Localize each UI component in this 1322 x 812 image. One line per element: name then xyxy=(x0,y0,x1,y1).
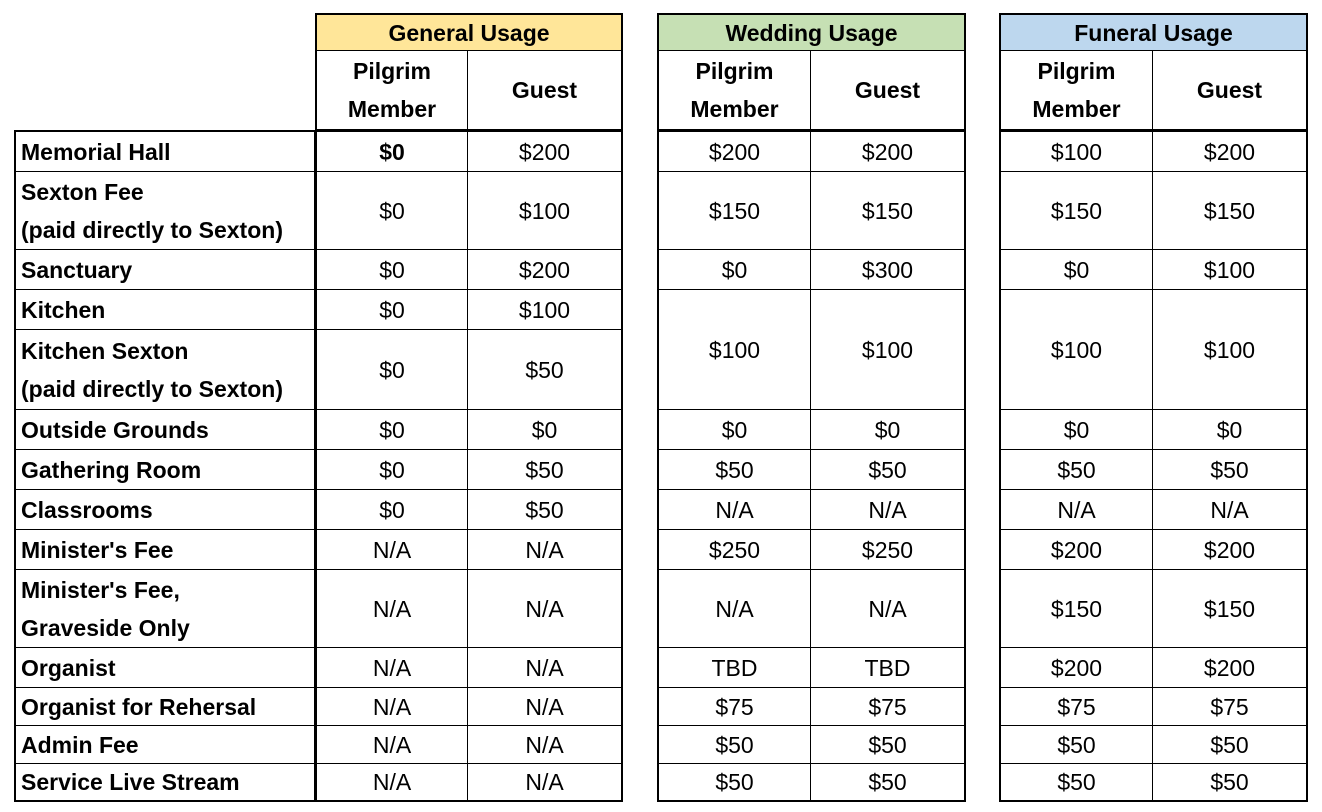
cell-value: $300 xyxy=(861,256,914,283)
row-label xyxy=(14,450,315,490)
general-member-cell xyxy=(315,648,468,688)
row-label xyxy=(14,250,315,290)
wedding-guest-cell xyxy=(811,764,966,802)
funeral-guest-cell xyxy=(1153,172,1308,250)
cell-value: $100 xyxy=(518,197,571,224)
general-guest-cell xyxy=(468,290,623,330)
wedding-member-cell xyxy=(657,688,811,726)
group-title-text: Wedding Usage xyxy=(725,19,898,46)
cell-value: N/A xyxy=(372,731,412,758)
general-member-cell xyxy=(315,290,468,330)
cell-value: $200 xyxy=(1203,138,1256,165)
cell-value: $250 xyxy=(861,536,914,563)
cell-value: TBD xyxy=(864,654,911,681)
cell-value: N/A xyxy=(525,769,564,795)
subheader-member xyxy=(657,51,811,130)
cell-value: $100 xyxy=(518,296,571,323)
cell-value: $200 xyxy=(1050,654,1103,681)
cell-value: $50 xyxy=(715,769,754,795)
subheader-text: Guest xyxy=(511,77,578,103)
row-label-text: (paid directly to Sexton) xyxy=(21,375,283,402)
wedding-member-cell xyxy=(657,570,811,648)
cell-value: N/A xyxy=(372,654,412,681)
cell-value: $50 xyxy=(1057,769,1096,795)
wedding-guest-cell xyxy=(811,570,966,648)
subheader-text: Pilgrim xyxy=(353,58,431,84)
cell-value: $200 xyxy=(518,256,571,283)
cell-value: $100 xyxy=(1050,336,1103,363)
subheader-text: Guest xyxy=(1196,77,1263,103)
cell-value: N/A xyxy=(525,595,564,622)
funeral-member-cell xyxy=(999,764,1153,802)
funeral-member-cell xyxy=(999,172,1153,250)
general-member-cell xyxy=(315,330,468,410)
cell-value: $150 xyxy=(861,197,914,224)
cell-value: $0 xyxy=(379,416,405,443)
funeral-guest-cell xyxy=(1153,726,1308,764)
cell-value: $50 xyxy=(525,456,564,483)
cell-value: $150 xyxy=(1203,197,1256,224)
cell-value: $200 xyxy=(1203,536,1256,563)
funeral-member-cell xyxy=(999,530,1153,570)
cell-value: $50 xyxy=(868,769,907,795)
cell-value: $200 xyxy=(518,138,571,165)
wedding-guest-cell xyxy=(811,450,966,490)
cell-value: $150 xyxy=(1203,595,1256,622)
cell-value: $50 xyxy=(868,456,907,483)
cell-value: $50 xyxy=(1210,769,1249,795)
funeral-guest-cell xyxy=(1153,250,1308,290)
cell-value: $200 xyxy=(708,138,761,165)
general-member-cell xyxy=(315,530,468,570)
general-guest-cell xyxy=(468,764,623,802)
general-guest-cell xyxy=(468,130,623,172)
row-label-text: Admin Fee xyxy=(21,731,139,758)
cell-value: $200 xyxy=(861,138,914,165)
cell-value: $50 xyxy=(525,356,564,383)
row-label-text: Sanctuary xyxy=(21,256,133,283)
cell-value: N/A xyxy=(868,595,907,622)
cell-value: $50 xyxy=(525,496,564,523)
funeral-guest-cell xyxy=(1153,410,1308,450)
cell-value: $75 xyxy=(715,693,754,720)
general-guest-cell xyxy=(468,530,623,570)
general-member-cell xyxy=(315,172,468,250)
wedding-member-cell xyxy=(657,450,811,490)
general-member-cell xyxy=(315,764,468,802)
cell-value: N/A xyxy=(525,693,564,720)
cell-value: N/A xyxy=(372,693,412,720)
cell-value: N/A xyxy=(525,731,564,758)
funeral-guest-cell xyxy=(1153,290,1308,410)
row-label-text: Organist for Rehersal xyxy=(21,693,257,720)
cell-value: $0 xyxy=(379,197,405,224)
wedding-member-cell xyxy=(657,726,811,764)
cell-value: $0 xyxy=(379,256,405,283)
row-label xyxy=(14,490,315,530)
cell-value: $150 xyxy=(1050,197,1103,224)
row-label-text: Organist xyxy=(21,654,116,681)
cell-value: N/A xyxy=(525,654,564,681)
subheader-text: Pilgrim xyxy=(695,58,774,84)
wedding-member-cell xyxy=(657,490,811,530)
general-member-cell xyxy=(315,490,468,530)
group-title-text: General Usage xyxy=(388,19,550,46)
group-title-funeral xyxy=(999,13,1308,51)
subheader-guest xyxy=(468,51,623,130)
row-label-text: Service Live Stream xyxy=(21,769,240,795)
subheader-text: Pilgrim xyxy=(1037,58,1116,84)
funeral-guest-cell xyxy=(1153,688,1308,726)
row-label xyxy=(14,330,315,410)
row-label xyxy=(14,688,315,726)
cell-value: $200 xyxy=(1050,536,1103,563)
cell-value: $0 xyxy=(379,496,405,523)
general-guest-cell xyxy=(468,410,623,450)
general-guest-cell xyxy=(468,648,623,688)
wedding-member-cell xyxy=(657,648,811,688)
cell-value: $0 xyxy=(1063,416,1090,443)
funeral-member-cell xyxy=(999,450,1153,490)
cell-value: $50 xyxy=(1210,731,1249,758)
cell-value: N/A xyxy=(372,595,412,622)
wedding-guest-cell xyxy=(811,726,966,764)
general-guest-cell xyxy=(468,570,623,648)
row-label-text: Minister's Fee, xyxy=(21,576,180,603)
subheader-member xyxy=(999,51,1153,130)
cell-value: $150 xyxy=(708,197,761,224)
general-guest-cell xyxy=(468,250,623,290)
general-guest-cell xyxy=(468,688,623,726)
cell-value: $0 xyxy=(721,256,748,283)
cell-value: $50 xyxy=(715,456,754,483)
row-label-text: Classrooms xyxy=(21,496,153,523)
row-label-text: (paid directly to Sexton) xyxy=(21,216,283,243)
cell-value: $250 xyxy=(708,536,761,563)
wedding-guest-cell xyxy=(811,410,966,450)
cell-value: $75 xyxy=(1210,693,1249,720)
row-label xyxy=(14,648,315,688)
funeral-member-cell xyxy=(999,570,1153,648)
wedding-member-cell xyxy=(657,290,811,410)
funeral-member-cell xyxy=(999,250,1153,290)
wedding-guest-cell xyxy=(811,250,966,290)
general-guest-cell xyxy=(468,330,623,410)
subheader-text: Member xyxy=(347,96,437,122)
cell-value: $0 xyxy=(721,416,748,443)
cell-value: $200 xyxy=(1203,654,1256,681)
cell-value: $0 xyxy=(379,138,405,165)
cell-value: $50 xyxy=(1057,731,1096,758)
cell-value: N/A xyxy=(868,496,907,523)
general-member-cell xyxy=(315,130,468,172)
funeral-member-cell xyxy=(999,490,1153,530)
cell-value: $0 xyxy=(874,416,901,443)
wedding-guest-cell xyxy=(811,130,966,172)
wedding-guest-cell xyxy=(811,290,966,410)
cell-value: $0 xyxy=(379,356,405,383)
funeral-guest-cell xyxy=(1153,570,1308,648)
general-guest-cell xyxy=(468,490,623,530)
funeral-guest-cell xyxy=(1153,130,1308,172)
funeral-member-cell xyxy=(999,290,1153,410)
general-member-cell xyxy=(315,450,468,490)
cell-value: $50 xyxy=(1210,456,1249,483)
cell-value: $150 xyxy=(1050,595,1103,622)
cell-value: $50 xyxy=(1057,456,1096,483)
cell-value: $75 xyxy=(868,693,907,720)
row-label-text: Kitchen xyxy=(21,296,106,323)
funeral-member-cell xyxy=(999,410,1153,450)
funeral-guest-cell xyxy=(1153,648,1308,688)
subheader-text: Member xyxy=(690,96,779,122)
funeral-guest-cell xyxy=(1153,530,1308,570)
funeral-guest-cell xyxy=(1153,490,1308,530)
general-guest-cell xyxy=(468,450,623,490)
subheader-guest xyxy=(1153,51,1308,130)
cell-value: $100 xyxy=(1203,256,1256,283)
wedding-guest-cell xyxy=(811,490,966,530)
row-label-text: Gathering Room xyxy=(21,456,202,483)
row-label-text: Minister's Fee xyxy=(21,536,174,563)
general-member-cell xyxy=(315,250,468,290)
wedding-guest-cell xyxy=(811,688,966,726)
row-label-text: Graveside Only xyxy=(21,614,190,641)
row-label xyxy=(14,130,315,172)
cell-value: $0 xyxy=(531,416,558,443)
cell-value: $100 xyxy=(1050,138,1103,165)
wedding-guest-cell xyxy=(811,530,966,570)
wedding-guest-cell xyxy=(811,172,966,250)
cell-value: N/A xyxy=(372,769,412,795)
cell-value: $0 xyxy=(379,456,405,483)
subheader-guest xyxy=(811,51,966,130)
cell-value: $0 xyxy=(1216,416,1243,443)
wedding-member-cell xyxy=(657,172,811,250)
group-title-wedding xyxy=(657,13,966,51)
general-member-cell xyxy=(315,726,468,764)
group-title-general xyxy=(315,13,623,51)
cell-value: $0 xyxy=(379,296,405,323)
subheader-member xyxy=(315,51,468,130)
general-member-cell xyxy=(315,570,468,648)
cell-value: N/A xyxy=(372,536,412,563)
cell-value: N/A xyxy=(715,496,754,523)
row-label xyxy=(14,570,315,648)
row-label-text: Outside Grounds xyxy=(21,416,209,443)
cell-value: $50 xyxy=(715,731,754,758)
subheader-text: Member xyxy=(1032,96,1121,122)
wedding-member-cell xyxy=(657,250,811,290)
cell-value: $50 xyxy=(868,731,907,758)
row-label-text: Sexton Fee xyxy=(21,178,144,205)
wedding-guest-cell xyxy=(811,648,966,688)
row-label-text: Memorial Hall xyxy=(21,138,171,165)
funeral-guest-cell xyxy=(1153,764,1308,802)
row-label xyxy=(14,172,315,250)
subheader-text: Guest xyxy=(854,77,921,103)
wedding-member-cell xyxy=(657,130,811,172)
row-label xyxy=(14,764,315,802)
funeral-guest-cell xyxy=(1153,450,1308,490)
cell-value: $100 xyxy=(1203,336,1256,363)
cell-value: $0 xyxy=(1063,256,1090,283)
cell-value: N/A xyxy=(715,595,754,622)
row-label xyxy=(14,290,315,330)
cell-value: TBD xyxy=(711,654,758,681)
funeral-member-cell xyxy=(999,726,1153,764)
row-label xyxy=(14,530,315,570)
cell-value: N/A xyxy=(525,536,564,563)
cell-value: $75 xyxy=(1057,693,1096,720)
group-title-text: Funeral Usage xyxy=(1074,19,1233,46)
general-guest-cell xyxy=(468,172,623,250)
wedding-member-cell xyxy=(657,764,811,802)
row-label xyxy=(14,410,315,450)
funeral-member-cell xyxy=(999,648,1153,688)
row-label-text: Kitchen Sexton xyxy=(21,337,189,364)
general-member-cell xyxy=(315,688,468,726)
row-label xyxy=(14,726,315,764)
general-member-cell xyxy=(315,410,468,450)
cell-value: N/A xyxy=(1057,496,1096,523)
cell-value: $100 xyxy=(708,336,761,363)
wedding-member-cell xyxy=(657,410,811,450)
wedding-member-cell xyxy=(657,530,811,570)
cell-value: $100 xyxy=(861,336,914,363)
general-guest-cell xyxy=(468,726,623,764)
funeral-member-cell xyxy=(999,688,1153,726)
funeral-member-cell xyxy=(999,130,1153,172)
cell-value: N/A xyxy=(1210,496,1249,523)
